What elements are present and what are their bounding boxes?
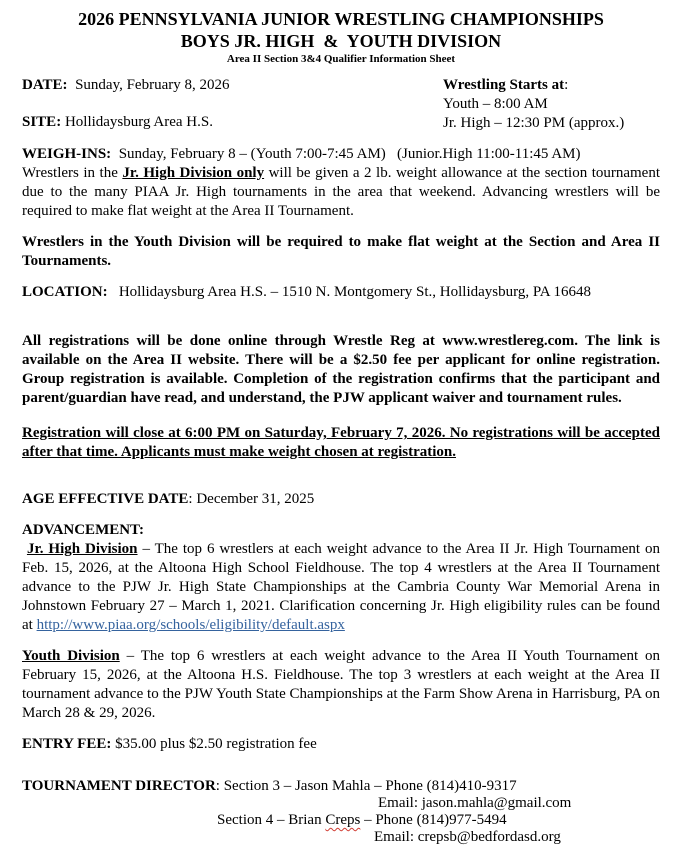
section4-email-line: Email: crepsb@bedfordasd.org (374, 829, 561, 845)
section4-contact-prefix: Section 4 – Brian (217, 812, 326, 828)
entry-fee-value: $35.00 plus $2.50 registration fee (111, 736, 317, 752)
date-line (22, 76, 443, 95)
weigh-ins-section (22, 145, 660, 221)
youth-flat-weight-notice: Wrestlers in the Youth Division will be required to make flat weight at the Section and Area II Tournaments. (22, 234, 660, 269)
doc-subtitle: Area II Section 3&4 Qualifier Information Sheet (226, 53, 456, 65)
date-start-row (22, 76, 660, 133)
advancement-section (22, 521, 660, 723)
site-value: Hollidaysburg Area H.S. (61, 114, 213, 130)
weigh-ins-paragraph (22, 164, 660, 221)
section4-line (22, 812, 660, 829)
entry-fee-line (22, 735, 660, 754)
section3-email-line: Email: jason.mahla@gmail.com (378, 795, 572, 811)
weigh-ins-heading-line (22, 145, 660, 164)
section3-contact: : Section 3 – Jason Mahla – Phone (814)410-9317 (215, 778, 517, 794)
tournament-director-line (22, 778, 660, 795)
doc-title-line1: 2026 PENNSYLVANIA JUNIOR WRESTLING CHAMPIONSHIPS (78, 9, 604, 29)
youth-advancement-text: – The top 6 wrestlers at each weight advance to the Area II Youth Tournament on February 15, 2026, at the Altoona H.S. Fieldhouse. The top 3 wrestlers at each weight at the Area II tournament advance to the PJW Youth State Championships at the Farm Show Arena in Harrisburg, PA on March 28 & 29, 2026. (22, 648, 660, 721)
weigh-ins-body-prefix: Wrestlers in the (22, 165, 123, 181)
tournament-director-section (22, 778, 660, 846)
date-label: DATE: (22, 77, 68, 93)
age-effective-date-label: AGE EFFECTIVE DATE (22, 491, 189, 507)
location-value: Hollidaysburg Area H.S. – 1510 N. Montgomery St., Hollidaysburg, PA 16648 (107, 284, 592, 300)
location-line (22, 283, 660, 302)
online-registration-notice: All registrations will be done online through Wrestle Reg at www.wrestlereg.com. The link is available on the Area II website. There will be a $2.50 fee per applicant for online registration. Group registration is available. Completion of the registration confirms that the participant and parent/guardian have read, and understand, the PJW applicant waiver and tournament rules. (22, 333, 660, 406)
site-line (22, 113, 443, 132)
piaa-eligibility-link[interactable]: http://www.piaa.org/schools/eligibility/default.aspx (36, 617, 345, 633)
advancement-jr-high-paragraph (22, 540, 660, 635)
wrestling-starts-label-line (443, 76, 660, 95)
date-value: Sunday, February 8, 2026 (67, 77, 230, 93)
weigh-ins-times: Sunday, February 8 – (Youth 7:00-7:45 AM) (Junior.High 11:00-11:45 AM) (111, 146, 581, 162)
advancement-heading: ADVANCEMENT: (22, 522, 144, 538)
wrestling-starts-column (443, 76, 660, 133)
jr-high-division-title: Jr. High Division (26, 541, 138, 557)
age-effective-date-line (22, 490, 660, 509)
jr-high-advancement-text: – The top 6 wrestlers at each weight advance to the Area II Jr. High Tournament on Feb. 15, 2026, at the Altoona High School Fieldhouse. The top 4 wrestlers at the Area II Tournament advance to the PJW Jr. High State Championships at the Cambria County War Memorial Arena in Johnstown February 27 – March 1, 2021. Clarification concerning Jr. High eligibility rules can be found at (22, 541, 660, 633)
advancement-label (22, 521, 660, 540)
doc-title-line2: BOYS JR. HIGH & YOUTH DIVISION (180, 31, 502, 51)
spellcheck-flagged-word: Creps (325, 812, 361, 828)
youth-start-time: Youth – 8:00 AM (443, 96, 548, 112)
wrestling-starts-colon: : (564, 77, 569, 93)
registration-deadline-notice: Registration will close at 6:00 PM on Saturday, February 7, 2026. No registrations will be accepted after that time. Applicants must make weight chosen at registration. (22, 425, 660, 460)
site-label: SITE: (22, 114, 62, 130)
section4-contact-suffix: – Phone (814)977-5494 (360, 812, 507, 828)
age-effective-date-value: : December 31, 2025 (188, 491, 315, 507)
tournament-director-label: TOURNAMENT DIRECTOR (22, 778, 216, 794)
wrestling-starts-label: Wrestling Starts at (443, 77, 565, 93)
jr-high-start-time: Jr. High – 12:30 PM (approx.) (443, 115, 625, 131)
jr-high-division-only-phrase: Jr. High Division only (122, 165, 265, 181)
weigh-ins-label: WEIGH-INS: (22, 146, 112, 162)
location-label: LOCATION: (22, 284, 108, 300)
entry-fee-label: ENTRY FEE: (22, 736, 112, 752)
advancement-youth-paragraph (22, 647, 660, 723)
weigh-ins-body-suffix: will be given a 2 lb. weight allowance at the section tournament due to the many PIAA Jr. High tournaments in the area that weekend. Advancing wrestlers will be required to make flat weight at the Area II Tournament. (22, 165, 661, 219)
date-site-column (22, 76, 443, 133)
youth-division-title: Youth Division (22, 648, 120, 664)
